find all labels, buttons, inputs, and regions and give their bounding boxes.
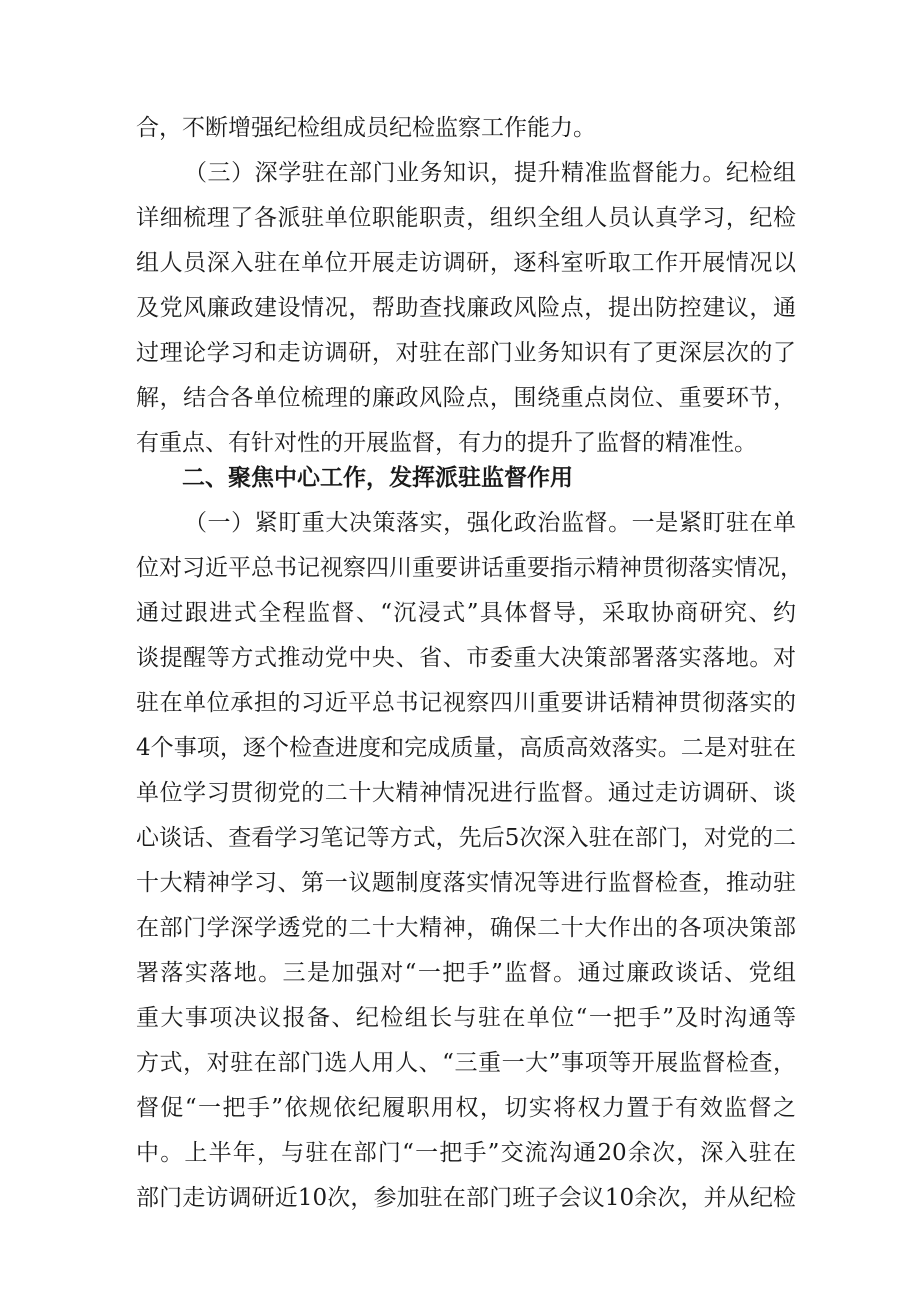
paragraph-line: 及党风廉政建设情况，帮助查找廉政风险点，提出防控建议，通 — [136, 295, 796, 321]
paragraph-line: 位对习近平总书记视察四川重要讲话重要指示精神贯彻落实情况， — [136, 555, 803, 581]
paragraph-line: 组人员深入驻在单位开展走访调研，逐科室听取工作开展情况以 — [136, 250, 796, 276]
paragraph-line: 督促“一把手”依规依纪履职用权，切实将权力置于有效监督之 — [136, 1095, 796, 1121]
paragraph-line: 中。上半年，与驻在部门“一把手”交流沟通20余次，深入驻在 — [136, 1140, 796, 1166]
paragraph-line: 重大事项决议报备、纪检组长与驻在单位“一把手”及时沟通等 — [136, 1005, 796, 1031]
paragraph-line: 有重点、有针对性的开展监督，有力的提升了监督的精准性。 — [136, 430, 757, 456]
paragraph-line: 单位学习贯彻党的二十大精神情况进行监督。通过走访调研、谈 — [136, 780, 796, 806]
paragraph-line: （一）紧盯重大决策落实，强化政治监督。一是紧盯驻在单 — [184, 510, 796, 536]
paragraph-line: 通过跟进式全程监督、“沉浸式”具体督导，采取协商研究、约 — [136, 600, 796, 626]
paragraph-line: 驻在单位承担的习近平总书记视察四川重要讲话精神贯彻落实的 — [136, 690, 796, 716]
section-heading: 二、聚焦中心工作，发挥派驻监督作用 — [182, 465, 573, 491]
paragraph-line: 心谈话、查看学习笔记等方式，先后5次深入驻在部门，对党的二 — [136, 825, 796, 851]
paragraph-line: 部门走访调研近10次，参加驻在部门班子会议10余次，并从纪检 — [136, 1185, 796, 1211]
paragraph-line: 谈提醒等方式推动党中央、省、市委重大决策部署落实落地。对 — [136, 645, 796, 671]
paragraph-line: 在部门学深学透党的二十大精神，确保二十大作出的各项决策部 — [136, 915, 796, 941]
paragraph-line: 十大精神学习、第一议题制度落实情况等进行监督检查，推动驻 — [136, 870, 796, 896]
paragraph-line: 合，不断增强纪检组成员纪检监察工作能力。 — [136, 115, 596, 141]
paragraph-line: 过理论学习和走访调研，对驻在部门业务知识有了更深层次的了 — [136, 340, 796, 366]
paragraph-line: 方式，对驻在部门选人用人、“三重一大”事项等开展监督检查， — [136, 1050, 796, 1076]
paragraph-line: 详细梳理了各派驻单位职能职责，组织全组人员认真学习，纪检 — [136, 205, 796, 231]
paragraph-line: （三）深学驻在部门业务知识，提升精准监督能力。纪检组 — [184, 160, 796, 186]
paragraph-line: 4个事项，逐个检查进度和完成质量，高质高效落实。二是对驻在 — [136, 735, 796, 761]
paragraph-line: 解，结合各单位梳理的廉政风险点，围绕重点岗位、重要环节， — [136, 385, 796, 411]
paragraph-line: 署落实落地。三是加强对“一把手”监督。通过廉政谈话、党组 — [136, 960, 796, 986]
